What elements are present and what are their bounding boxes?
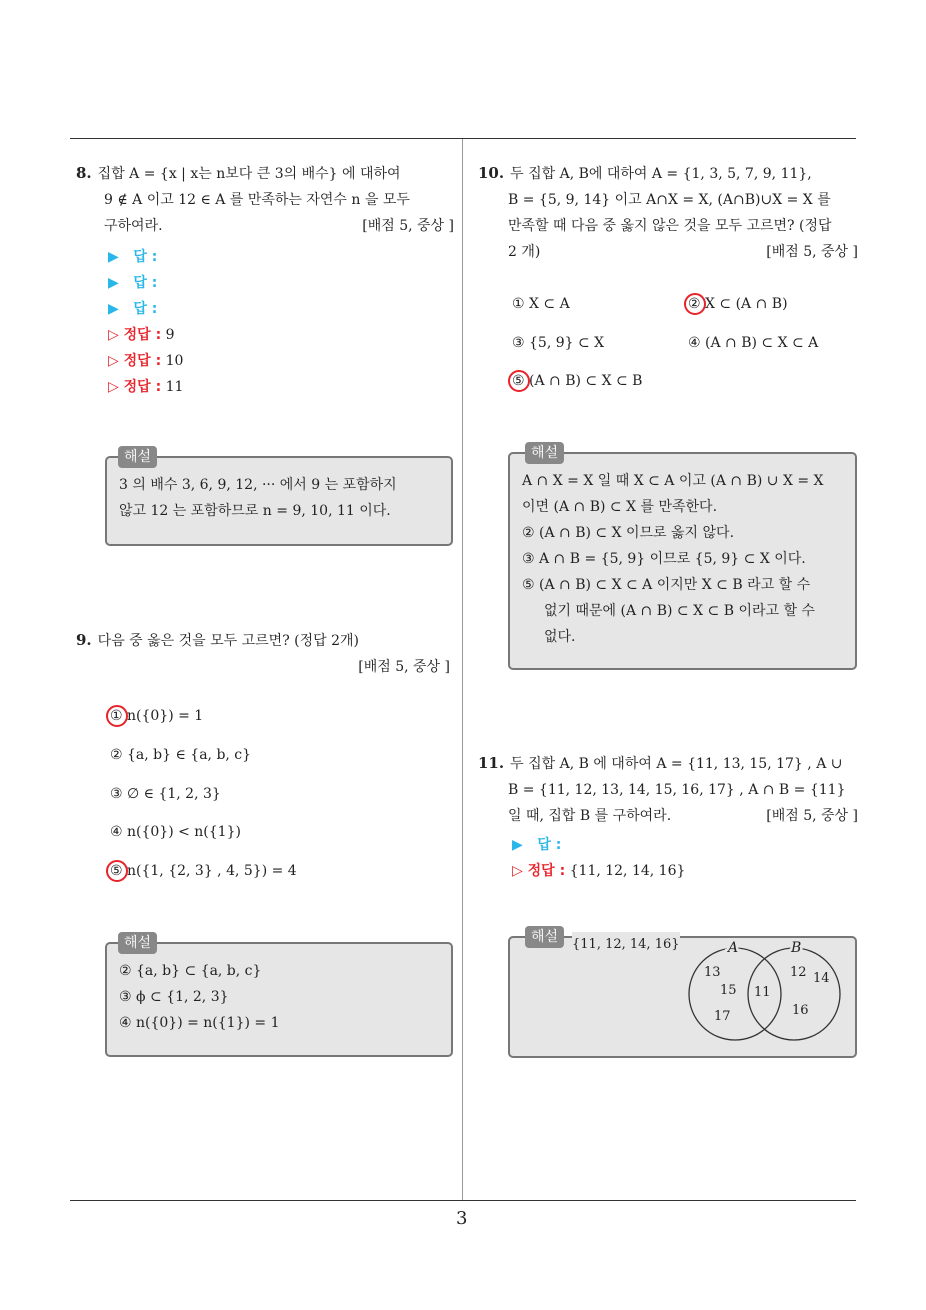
q10-line2: B = {5, 9, 14} 이고 A∩X = X, (A∩B)∪X = X 를 [508, 192, 831, 208]
q8-explanation-line1: 3 의 배수 3, 6, 9, 12, ··· 에서 9 는 포함하지 [119, 477, 397, 493]
q8-line3-row [76, 213, 454, 239]
question-8 [76, 160, 454, 239]
q10-explanation-line3: ② (A ∩ B) ⊂ X 이므로 옳지 않다. [522, 525, 735, 541]
q8-line1: 8. 집합 A = {x | x는 n보다 큰 3의 배수} 에 대하여 [76, 164, 401, 182]
q10-explanation-tag: 해설 [525, 442, 564, 464]
q10-explanation-line1: A ∩ X = X 일 때 X ⊂ A 이고 (A ∩ B) ∪ X = X [522, 473, 824, 489]
venn-b-14: 14 [813, 971, 830, 986]
q8-explanation-tag: 해설 [118, 446, 157, 468]
q8-answer-3[interactable]: ▶ 답 : [108, 301, 158, 317]
venn-a-17: 17 [714, 1009, 731, 1024]
venn-label-b: B [791, 940, 802, 956]
q9-option-4[interactable]: ④ n({0}) < n({1}) [110, 824, 241, 840]
q10-explanation-line2: 이면 (A ∩ B) ⊂ X 를 만족한다. [522, 499, 718, 515]
q9-option-1[interactable]: ① n({0}) = 1 [110, 708, 204, 724]
q10-option-1[interactable]: ① X ⊂ A [512, 296, 570, 312]
q10-explanation-line7: 없다. [544, 629, 576, 645]
venn-diagram [510, 938, 859, 1060]
column-divider [462, 139, 463, 1201]
q8-correct-3: ▷ 정답 : 11 [108, 379, 184, 395]
q9-number: 9. [76, 631, 92, 649]
q9-option-1-mark [106, 705, 128, 727]
q11-meta: [배점 5, 중상 ] [766, 808, 858, 824]
q10-line3: 만족할 때 다음 중 옳지 않은 것을 모두 고르면? (정답 [508, 218, 832, 234]
q8-answers [108, 244, 183, 400]
q10-option-4[interactable]: ④ (A ∩ B) ⊂ X ⊂ A [688, 335, 819, 351]
q11-line3-row [478, 803, 858, 829]
q9-option-5-mark [106, 860, 128, 882]
q8-explanation-box [105, 456, 453, 546]
venn-b-12: 12 [790, 965, 807, 980]
q8-line2: 9 ∉ A 이고 12 ∈ A 를 만족하는 자연수 n 을 모두 [104, 192, 410, 208]
q8-line3: 구하여라. [104, 218, 163, 234]
q9-meta: [배점 5, 중상 ] [358, 659, 450, 675]
q10-option-2[interactable]: ② X ⊂ (A ∩ B) [688, 296, 788, 312]
question-11 [478, 750, 858, 829]
q8-explanation-line2: 않고 12 는 포함하므로 n = 9, 10, 11 이다. [119, 503, 391, 519]
venn-b-16: 16 [792, 1003, 809, 1018]
bottom-rule [70, 1200, 856, 1201]
q11-number: 11. [478, 754, 505, 772]
venn-a-13: 13 [704, 965, 721, 980]
q9-explanation-line2: ③ ϕ ⊂ {1, 2, 3} [119, 989, 229, 1005]
q11-explanation-text: {11, 12, 14, 16} [572, 932, 680, 958]
q10-explanation-line4: ③ A ∩ B = {5, 9} 이므로 {5, 9} ⊂ X 이다. [522, 551, 806, 567]
q10-option-5-mark [508, 370, 530, 392]
q11-explanation-box [508, 936, 857, 1058]
q9-option-3[interactable]: ③ ∅ ∈ {1, 2, 3} [110, 786, 221, 802]
q9-explanation-line3: ④ n({0}) = n({1}) = 1 [119, 1015, 280, 1031]
q11-line2: B = {11, 12, 13, 14, 15, 16, 17} , A ∩ B = {11} [508, 782, 846, 798]
q8-meta: [배점 5, 중상 ] [362, 218, 454, 234]
q8-answer-1[interactable]: ▶ 답 : [108, 249, 158, 265]
q10-explanation-line6: 없기 때문에 (A ∩ B) ⊂ X ⊂ B 이라고 할 수 [544, 603, 815, 619]
q8-correct-2: ▷ 정답 : 10 [108, 353, 184, 369]
q11-line1: 11. 두 집합 A, B 에 대하여 A = {11, 13, 15, 17} , A ∪ [478, 754, 843, 772]
q10-line4: 2 개) [508, 244, 541, 260]
q9-explanation-line1: ② {a, b} ⊂ {a, b, c} [119, 963, 262, 979]
q9-explanation-tag: 해설 [118, 932, 157, 954]
venn-a-15: 15 [720, 983, 737, 998]
page-number: 3 [456, 1208, 468, 1229]
question-10 [478, 160, 858, 265]
q8-number: 8. [76, 164, 92, 182]
q9-explanation-box [105, 942, 453, 1057]
q10-line4-row [478, 239, 858, 265]
q9-option-5[interactable]: ⑤ n({1, {2, 3} , 4, 5}) = 4 [110, 863, 297, 879]
q10-option-3[interactable]: ③ {5, 9} ⊂ X [512, 335, 605, 351]
venn-label-a: A [728, 940, 739, 956]
q10-explanation-line5: ⑤ (A ∩ B) ⊂ X ⊂ A 이지만 X ⊂ B 라고 할 수 [522, 577, 811, 593]
q8-correct-1: ▷ 정답 : 9 [108, 327, 175, 343]
top-rule [70, 138, 856, 139]
q10-explanation-box [508, 452, 857, 670]
q10-number: 10. [478, 164, 505, 182]
q9-option-2[interactable]: ② {a, b} ∈ {a, b, c} [110, 747, 252, 763]
q11-answers [512, 832, 685, 884]
q11-line3: 일 때, 집합 B 를 구하여라. [508, 808, 672, 824]
q11-explanation-tag: 해설 [525, 926, 564, 948]
q9-line1: 9. 다음 중 옳은 것을 모두 고르면? (정답 2개) [76, 631, 360, 649]
q10-option-2-mark [684, 293, 706, 315]
q11-correct: ▷ 정답 : {11, 12, 14, 16} [512, 863, 686, 879]
q8-answer-2[interactable]: ▶ 답 : [108, 275, 158, 291]
q10-meta: [배점 5, 중상 ] [766, 244, 858, 260]
q10-option-5[interactable]: ⑤ (A ∩ B) ⊂ X ⊂ B [512, 373, 643, 389]
question-9 [76, 627, 454, 680]
q10-line1: 10. 두 집합 A, B에 대하여 A = {1, 3, 5, 7, 9, 11}, [478, 164, 812, 182]
venn-both-11: 11 [754, 985, 771, 1000]
q11-answer[interactable]: ▶ 답 : [512, 837, 562, 853]
